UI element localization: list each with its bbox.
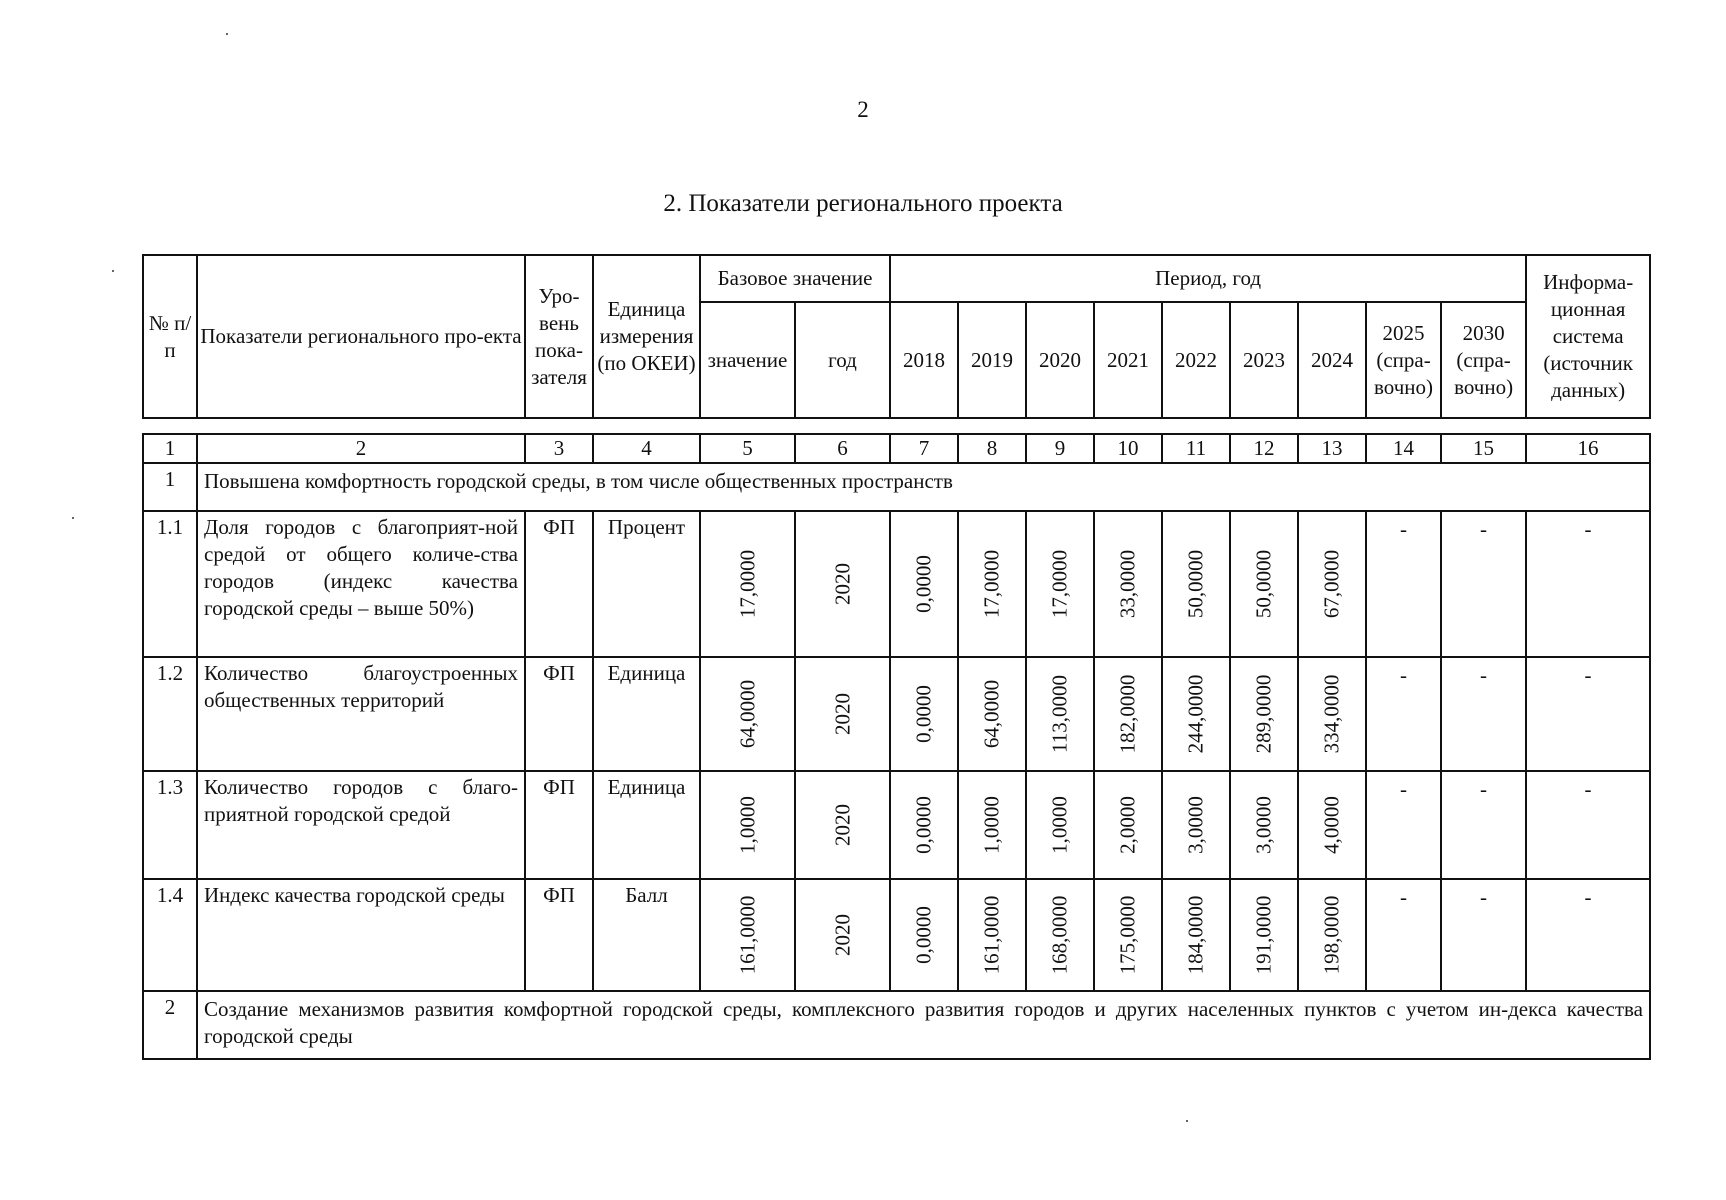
year-value: 4,0000 [1319, 796, 1344, 854]
ref-2025: - [1366, 771, 1441, 879]
column-number: 4 [593, 434, 700, 463]
base-value: 64,0000 [735, 679, 759, 749]
base-value: 161,0000 [735, 895, 759, 975]
year-value: 0,0000 [911, 685, 936, 743]
header-year: 2019 [958, 302, 1026, 418]
indicator-row [143, 657, 1650, 771]
year-value: 3,0000 [1251, 796, 1276, 854]
year-value: 67,0000 [1319, 549, 1344, 619]
header-base: Базовое значение [700, 255, 890, 302]
year-value: 1,0000 [1047, 796, 1072, 854]
row-number: 1.3 [143, 771, 197, 879]
column-number: 7 [890, 434, 958, 463]
indicator-name: Доля городов с благоприят-ной средой от общего количе-ства городов (индекс качества городской среды – выше 50%) [197, 511, 525, 657]
year-value: 113,0000 [1047, 675, 1072, 753]
row-number: 1.4 [143, 879, 197, 991]
indicator-level: ФП [525, 657, 593, 771]
year-value: 184,0000 [1183, 895, 1208, 975]
section-title-cell: Повышена комфортность городской среды, в том числе общественных пространств [197, 463, 1650, 511]
year-value: 198,0000 [1319, 895, 1344, 975]
header-info-system: Информа-ционная система (источник данных) [1526, 255, 1650, 418]
year-value: 1,0000 [979, 796, 1004, 854]
page-number: 2 [857, 97, 869, 122]
scan-speck [1186, 1120, 1188, 1122]
base-value: 1,0000 [735, 796, 759, 854]
column-number: 5 [700, 434, 795, 463]
ref-2025: - [1366, 657, 1441, 771]
indicator-row [143, 771, 1650, 879]
indicator-unit: Единица [593, 771, 700, 879]
section-row [143, 463, 1650, 511]
section-number: 2 [143, 991, 197, 1059]
section-title: 2. Показатели регионального проекта [663, 190, 1063, 217]
indicator-name: Количество благоустроенных общественных территорий [197, 657, 525, 771]
base-year: 2020 [830, 693, 854, 735]
header-base-year: год [795, 302, 890, 418]
header-level: Уро-вень пока-зателя [525, 255, 593, 418]
indicator-name: Индекс качества городской среды [197, 879, 525, 991]
info-source: - [1526, 771, 1650, 879]
indicator-row [143, 511, 1650, 657]
year-value: 191,0000 [1251, 895, 1276, 975]
indicator-name: Количество городов с благо-приятной городской средой [197, 771, 525, 879]
year-value: 175,0000 [1115, 895, 1140, 975]
indicator-row [143, 879, 1650, 991]
column-number: 10 [1094, 434, 1162, 463]
column-number: 3 [525, 434, 593, 463]
year-value: 0,0000 [911, 906, 936, 964]
base-value: 17,0000 [735, 549, 759, 619]
column-number: 6 [795, 434, 890, 463]
year-value: 50,0000 [1183, 549, 1208, 619]
year-value: 17,0000 [979, 549, 1004, 619]
ref-2025: - [1366, 879, 1441, 991]
header-year: 2021 [1094, 302, 1162, 418]
header-year: 2020 [1026, 302, 1094, 418]
indicator-unit: Процент [593, 511, 700, 657]
info-source: - [1526, 511, 1650, 657]
year-value: 50,0000 [1251, 549, 1276, 619]
row-number: 1.1 [143, 511, 197, 657]
base-year: 2020 [830, 804, 854, 846]
year-value: 244,0000 [1183, 674, 1208, 754]
header-year: 2018 [890, 302, 958, 418]
column-number: 11 [1162, 434, 1230, 463]
year-value: 0,0000 [911, 555, 936, 613]
year-value: 0,0000 [911, 796, 936, 854]
base-year: 2020 [830, 914, 854, 956]
header-period: Период, год [890, 255, 1526, 302]
column-number: 14 [1366, 434, 1441, 463]
info-source: - [1526, 657, 1650, 771]
indicator-level: ФП [525, 511, 593, 657]
ref-2030: - [1441, 771, 1526, 879]
section-number: 1 [143, 463, 197, 511]
header-2030: 2030 (спра-вочно) [1441, 302, 1526, 418]
year-value: 3,0000 [1183, 796, 1208, 854]
scan-speck [112, 270, 114, 272]
indicator-level: ФП [525, 879, 593, 991]
year-value: 289,0000 [1251, 674, 1276, 754]
column-number: 9 [1026, 434, 1094, 463]
column-number: 16 [1526, 434, 1650, 463]
ref-2030: - [1441, 511, 1526, 657]
indicator-unit: Балл [593, 879, 700, 991]
year-value: 2,0000 [1115, 796, 1140, 854]
column-number: 1 [143, 434, 197, 463]
header-2025: 2025 (спра-вочно) [1366, 302, 1441, 418]
year-value: 334,0000 [1319, 674, 1344, 754]
column-number: 13 [1298, 434, 1366, 463]
indicators-table-body [142, 433, 1651, 1060]
section-row [143, 991, 1650, 1059]
column-number: 12 [1230, 434, 1298, 463]
indicator-level: ФП [525, 771, 593, 879]
indicators-table-header [142, 254, 1651, 419]
indicator-unit: Единица [593, 657, 700, 771]
year-value: 168,0000 [1047, 895, 1072, 975]
info-source: - [1526, 879, 1650, 991]
year-value: 17,0000 [1047, 549, 1072, 619]
column-number: 2 [197, 434, 525, 463]
scan-speck [226, 33, 228, 35]
row-number: 1.2 [143, 657, 197, 771]
year-value: 33,0000 [1115, 549, 1140, 619]
header-indicator: Показатели регионального про-екта [197, 255, 525, 418]
header-unit: Единица измерения (по ОКЕИ) [593, 255, 700, 418]
ref-2030: - [1441, 879, 1526, 991]
scan-speck [72, 517, 74, 519]
section-title-cell: Создание механизмов развития комфортной городской среды, комплексного развития городов и других населенных пунктов с учетом ин-декса качества городской среды [197, 991, 1650, 1059]
column-number: 15 [1441, 434, 1526, 463]
header-year: 2023 [1230, 302, 1298, 418]
ref-2025: - [1366, 511, 1441, 657]
header-no: № п/п [143, 255, 197, 418]
year-value: 161,0000 [979, 895, 1004, 975]
year-value: 64,0000 [979, 679, 1004, 749]
year-value: 182,0000 [1115, 674, 1140, 754]
header-year: 2024 [1298, 302, 1366, 418]
header-base-value: значение [700, 302, 795, 418]
column-number: 8 [958, 434, 1026, 463]
column-number-row [143, 434, 1650, 463]
ref-2030: - [1441, 657, 1526, 771]
header-year: 2022 [1162, 302, 1230, 418]
base-year: 2020 [830, 563, 854, 605]
